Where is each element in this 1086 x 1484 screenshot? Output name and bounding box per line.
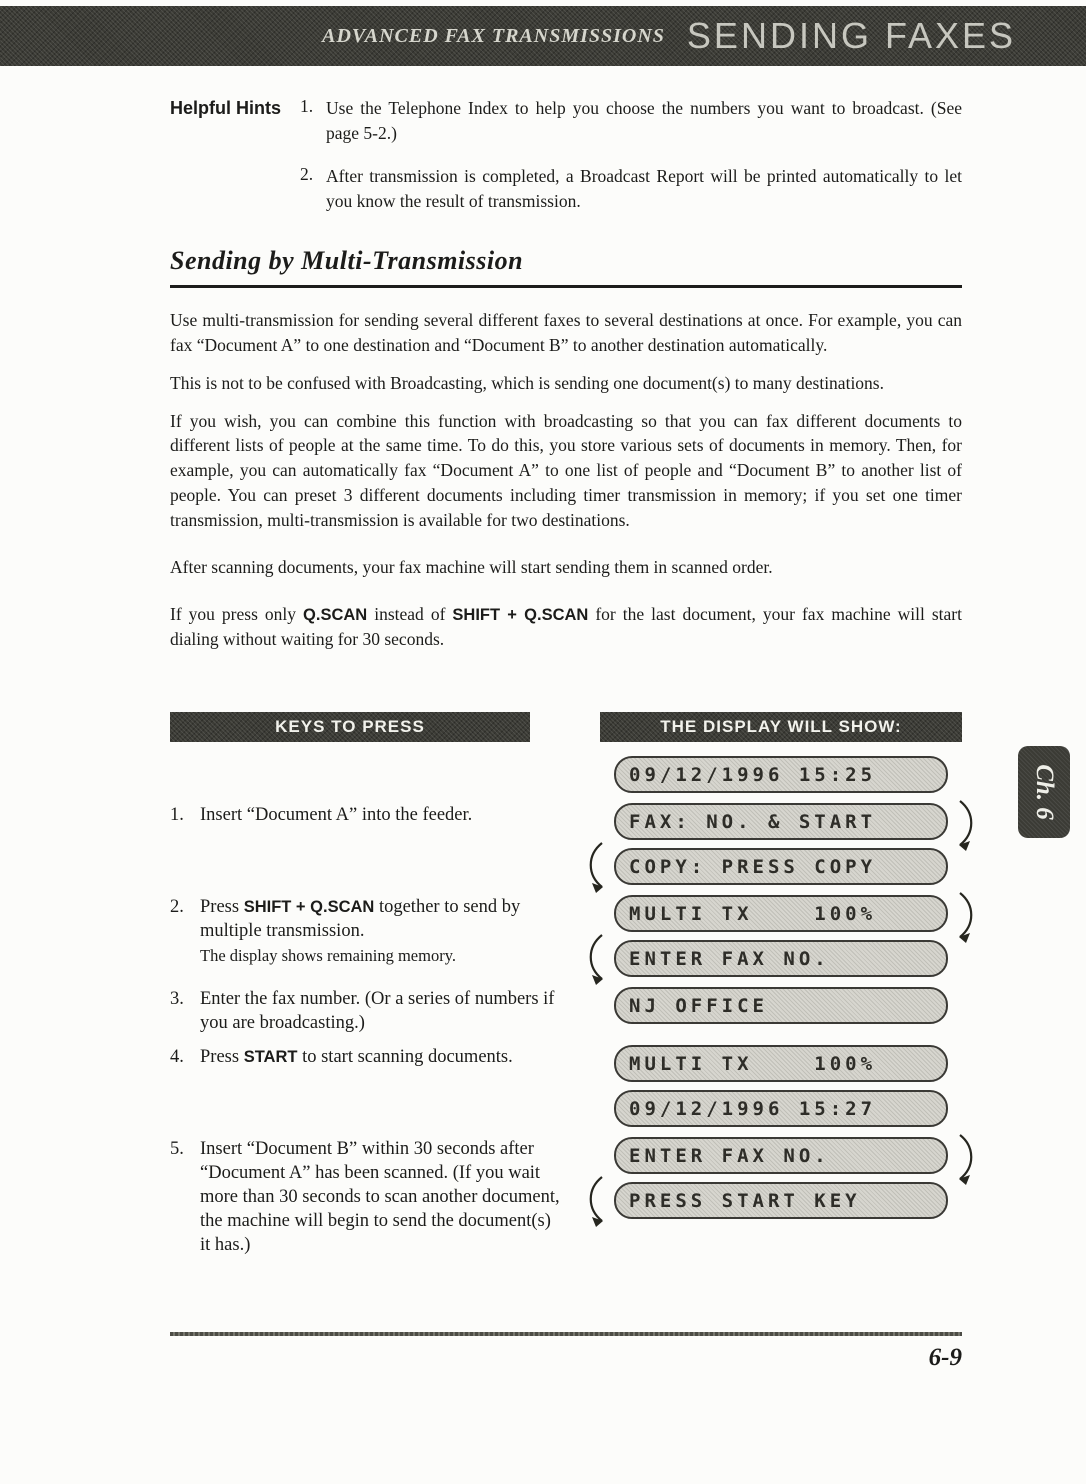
step-number: 3.	[170, 989, 184, 1009]
lcd-text: NJ OFFICE	[629, 994, 768, 1017]
note-text: for the last document, your fax machine will start dialing without waiting for 30 seconds.	[170, 603, 962, 650]
lcd-group	[614, 1045, 948, 1127]
step-note: The display shows remaining memory.	[200, 946, 457, 966]
step-number: 4.	[170, 1047, 184, 1068]
lcd-display	[614, 1045, 948, 1082]
hint-number: 1.	[300, 96, 314, 116]
step-number: 5.	[170, 1139, 184, 1160]
lcd-display	[614, 1182, 948, 1219]
keys-to-press-header: KEYS TO PRESS	[170, 712, 530, 742]
row-intro	[170, 756, 962, 793]
lcd-text: 09/12/1996 15:25	[629, 763, 877, 786]
lcd-display	[614, 803, 948, 840]
step-2	[170, 895, 560, 967]
paragraph: Use multi-transmission for sending several different faxes to several destinations at once. For example, you can fax “Document A” to one destination and “Document B” to another destination automatically.	[170, 310, 962, 355]
lcd-group	[614, 756, 948, 793]
step-segment: Press	[200, 1047, 244, 1068]
lcd-text: FAX: NO. & START	[629, 810, 877, 833]
cycle-arrow-right-icon	[956, 887, 980, 943]
key-name: SHIFT + Q.SCAN	[243, 898, 375, 916]
step-segment: Press	[200, 897, 244, 917]
cycle-arrow-right-icon	[956, 795, 980, 851]
qscan-note	[170, 602, 962, 652]
step-segment: Insert “Document A” into the feeder.	[200, 805, 473, 825]
header-title: SENDING FAXES	[686, 15, 1016, 56]
paragraph: If you wish, you can combine this function with broadcasting so that you can fax different documents to different lists of people at the same time. To do this, you store various sets of documents in memory. Then, for example, you can automatically fax “Document A” to one list of people and “Document B” to another list of people. You can preset 3 different documents including timer transmission in memory; if you set one timer transmission, multi-transmission is available for two destinations.	[170, 410, 962, 530]
row-step-1	[170, 803, 962, 885]
lcd-group	[614, 1137, 948, 1219]
lcd-group	[614, 895, 948, 977]
step-segment: to start scanning documents.	[297, 1047, 513, 1068]
lcd-display	[614, 987, 948, 1024]
lcd-display	[614, 895, 948, 932]
cycle-arrow-right-icon	[956, 1129, 980, 1185]
multi-transmission-section	[170, 246, 962, 665]
lcd-display	[614, 756, 948, 793]
header-kicker: ADVANCED FAX TRANSMISSIONS	[322, 24, 665, 47]
lcd-text: PRESS START KEY	[629, 1189, 861, 1212]
cycle-arrow-left-icon	[582, 1171, 606, 1227]
hint-text: After transmission is completed, a Broadcast Report will be printed automatically to let you know the result of transmission.	[326, 165, 962, 211]
chapter-tab	[1018, 746, 1070, 838]
helpful-hints-list	[300, 96, 962, 231]
lcd-text: 09/12/1996 15:27	[629, 1097, 877, 1120]
page-number: 6-9	[928, 1344, 962, 1371]
key-name: START	[243, 1048, 298, 1067]
helpful-hints	[170, 96, 962, 231]
step-3	[170, 987, 560, 1035]
row-step-2	[170, 895, 962, 977]
lcd-display	[614, 1090, 948, 1127]
row-step-3	[170, 987, 962, 1035]
lcd-text: MULTI TX 100%	[629, 902, 877, 925]
step-1	[170, 803, 560, 827]
step-text	[200, 1137, 560, 1257]
row-step-4	[170, 1045, 962, 1127]
lcd-text: COPY: PRESS COPY	[629, 855, 877, 878]
lcd-display	[614, 1137, 948, 1174]
lcd-display	[614, 940, 948, 977]
cycle-arrow-left-icon	[582, 837, 606, 893]
paragraph: After scanning documents, your fax machine will start sending them in scanned order.	[170, 556, 773, 577]
step-segment: Enter the fax number. (Or a series of numbers if you are broadcasting.)	[200, 989, 555, 1034]
helpful-hints-label: Helpful Hints	[170, 98, 281, 118]
key-name: Q.SCAN	[303, 605, 368, 624]
step-4	[170, 1045, 560, 1069]
step-text	[200, 1045, 560, 1069]
section-title: Sending by Multi-Transmission	[170, 246, 962, 288]
hint-item	[300, 96, 962, 146]
step-number: 1.	[170, 805, 184, 825]
note-text: instead of	[367, 603, 453, 624]
lcd-text: ENTER FAX NO.	[629, 947, 830, 970]
steps-rows	[170, 756, 962, 1257]
keys-display-zone	[170, 712, 962, 1267]
step-number: 2.	[170, 897, 184, 917]
lcd-display	[614, 848, 948, 885]
step-5	[170, 1137, 560, 1257]
key-name: SHIFT + Q.SCAN	[452, 605, 589, 624]
step-segment: together to send by multiple transmission.	[200, 897, 521, 942]
display-will-show-header: THE DISPLAY WILL SHOW:	[600, 712, 962, 742]
paragraph: This is not to be confused with Broadcasting, which is sending one document(s) to many destinations.	[170, 372, 884, 393]
column-headers	[170, 712, 962, 742]
page-header-band	[0, 6, 1086, 66]
lcd-text: MULTI TX 100%	[629, 1052, 877, 1075]
step-text	[200, 987, 560, 1035]
lcd-group	[614, 803, 948, 885]
lcd-text: ENTER FAX NO.	[629, 1144, 830, 1167]
footer-rule	[170, 1332, 962, 1336]
hint-text: Use the Telephone Index to help you choose the numbers you want to broadcast. (See page 5-2.)	[326, 98, 962, 143]
hint-item	[300, 164, 962, 214]
step-text	[200, 803, 560, 827]
chapter-tab-label: Ch. 6	[1031, 764, 1058, 820]
lcd-group	[614, 987, 948, 1024]
step-segment: Insert “Document B” within 30 seconds after “Document A” has been scanned. (If you wait more than 30 seconds to scan another document, the machine will begin to send the document(s) it has.)	[200, 1139, 560, 1256]
hint-number: 2.	[300, 163, 314, 184]
row-step-5	[170, 1137, 962, 1257]
cycle-arrow-left-icon	[582, 929, 606, 985]
step-text	[200, 895, 560, 967]
note-text: If you press only	[170, 603, 304, 624]
